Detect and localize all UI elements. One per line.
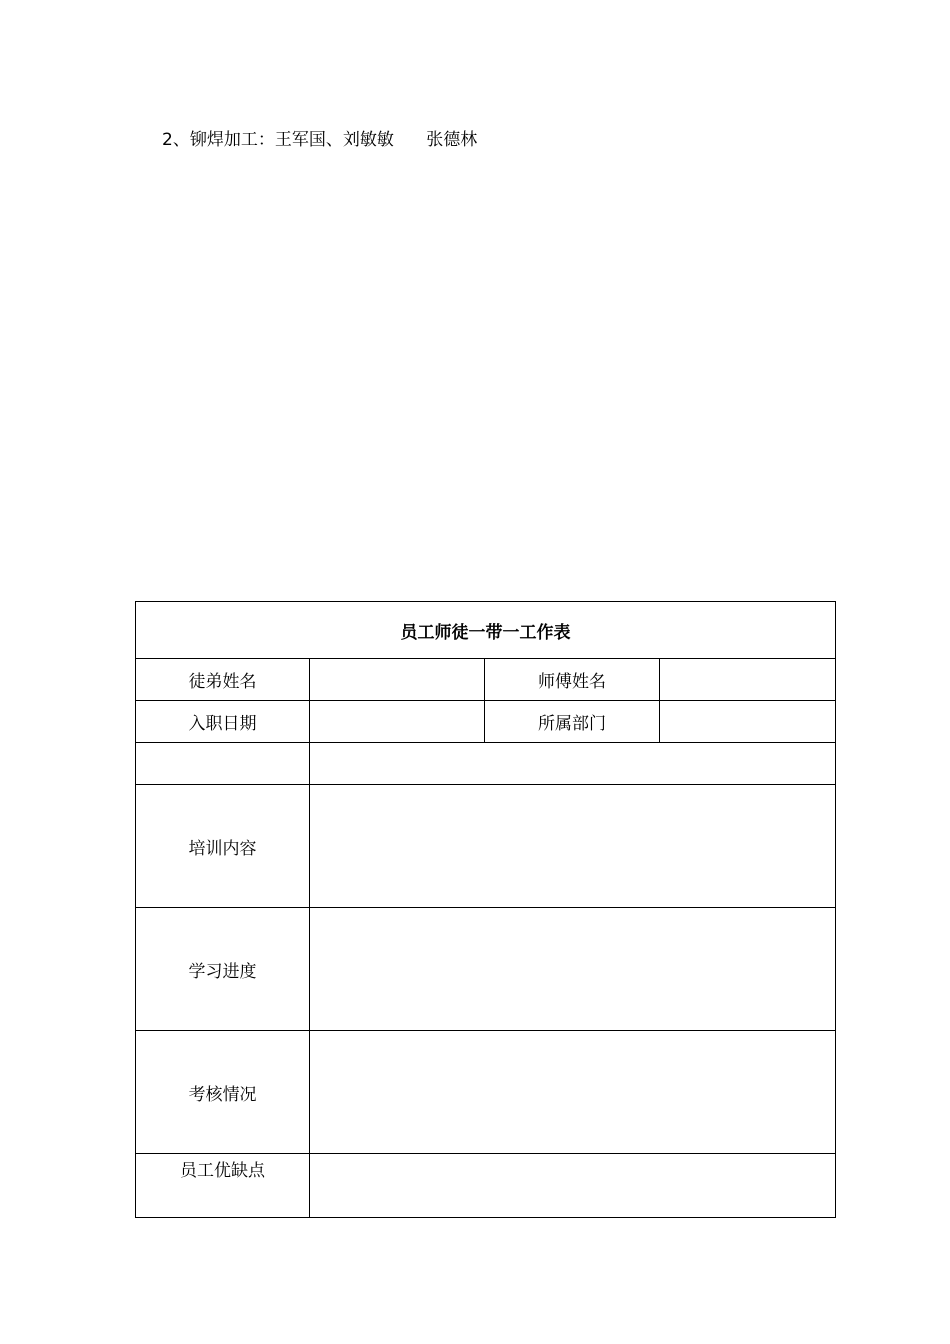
- training-content-field[interactable]: [310, 785, 836, 908]
- strengths-weaknesses-label: 员工优缺点: [136, 1154, 310, 1218]
- blank-label-cell: [136, 743, 310, 785]
- department-label: 所属部门: [485, 701, 660, 743]
- training-content-label: 培训内容: [136, 785, 310, 908]
- apprentice-name-field[interactable]: [310, 659, 485, 701]
- strengths-weaknesses-field[interactable]: [310, 1154, 836, 1218]
- master-name-label: 师傅姓名: [485, 659, 660, 701]
- department-field[interactable]: [660, 701, 836, 743]
- learning-progress-field[interactable]: [310, 908, 836, 1031]
- hire-date-label: 入职日期: [136, 701, 310, 743]
- master-name-field[interactable]: [660, 659, 836, 701]
- learning-progress-label: 学习进度: [136, 908, 310, 1031]
- hire-date-field[interactable]: [310, 701, 485, 743]
- assessment-field[interactable]: [310, 1031, 836, 1154]
- form-title: 员工师徒一带一工作表: [136, 602, 836, 659]
- assessment-label: 考核情况: [136, 1031, 310, 1154]
- apprentice-name-label: 徒弟姓名: [136, 659, 310, 701]
- section-heading: 2、铆焊加工：王军国、刘敏敏 张德林: [162, 130, 478, 150]
- apprentice-work-form: [135, 601, 836, 1218]
- blank-value-cell[interactable]: [310, 743, 836, 785]
